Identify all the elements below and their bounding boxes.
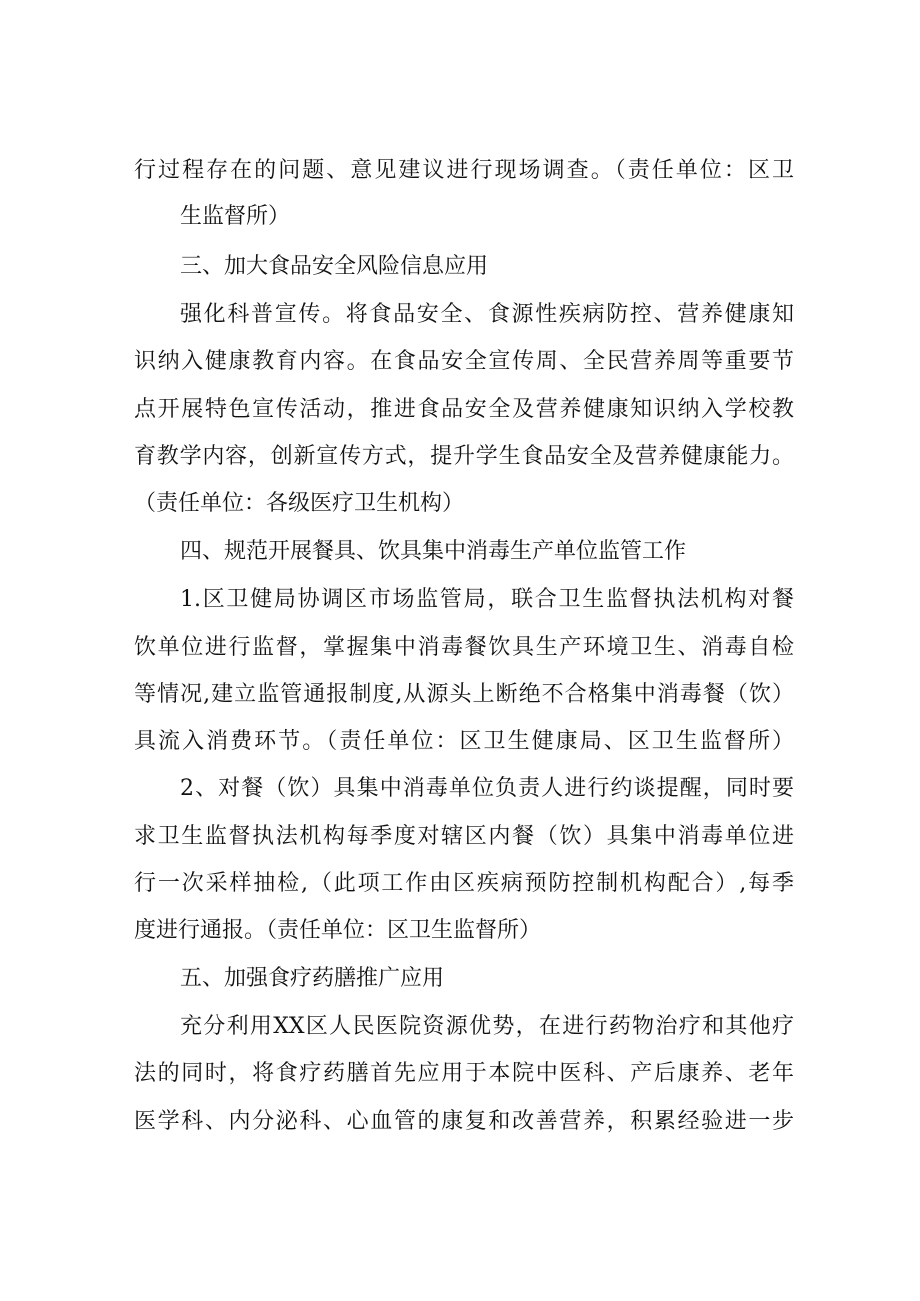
section-heading: 三、加大食品安全风险信息应用 xyxy=(180,254,489,279)
section-heading: 四、规范开展餐具、饮具集中消毒生产单位监管工作 xyxy=(180,539,687,564)
section-heading: 五、加强食疗药膳推广应用 xyxy=(180,966,445,991)
text-line: 饮单位进行监督，掌握集中消毒餐饮具生产环境卫生、消毒自检 xyxy=(134,635,794,660)
text-line: 等情况,建立监管通报制度,从源头上断绝不合格集中消毒餐（饮） xyxy=(134,682,794,707)
text-line: 育教学内容，创新宣传方式，提升学生食品安全及营养健康能力。 xyxy=(134,444,794,469)
text-line: 具流入消费环节。（责任单位：区卫生健康局、区卫生监督所） xyxy=(134,729,794,754)
text-line: 1.区卫健局协调区市场监管局，联合卫生监督执法机构对餐 xyxy=(180,587,794,612)
text-line: 生监督所） xyxy=(180,204,291,229)
text-line: 强化科普宣传。将食品安全、食源性疾病防控、营养健康知 xyxy=(180,302,794,327)
text-line: 点开展特色宣传活动，推进食品安全及营养健康知识纳入学校教 xyxy=(134,397,794,422)
text-line: 医学科、内分泌科、心血管的康复和改善营养，积累经验进一步 xyxy=(134,1109,794,1134)
text-line: 度进行通报。（责任单位：区卫生监督所） xyxy=(134,918,542,943)
text-line: 求卫生监督执法机构每季度对辖区内餐（饮）具集中消毒单位进 xyxy=(134,824,794,849)
text-line: 充分利用XX区人民医院资源优势，在进行药物治疗和其他疗 xyxy=(180,1014,794,1039)
text-line: （责任单位：各级医疗卫生机构） xyxy=(134,491,465,516)
text-line: 2、对餐（饮）具集中消毒单位负责人进行约谈提醒，同时要 xyxy=(180,776,794,801)
text-line: 行过程存在的问题、意见建议进行现场调查。（责任单位：区卫 xyxy=(134,158,794,183)
text-line: 行一次采样抽检,（此项工作由区疾病预防控制机构配合）,每季 xyxy=(134,871,794,896)
text-line: 法的同时，将食疗药膳首先应用于本院中医科、产后康养、老年 xyxy=(134,1061,794,1086)
text-line: 识纳入健康教育内容。在食品安全宣传周、全民营养周等重要节 xyxy=(134,349,794,374)
